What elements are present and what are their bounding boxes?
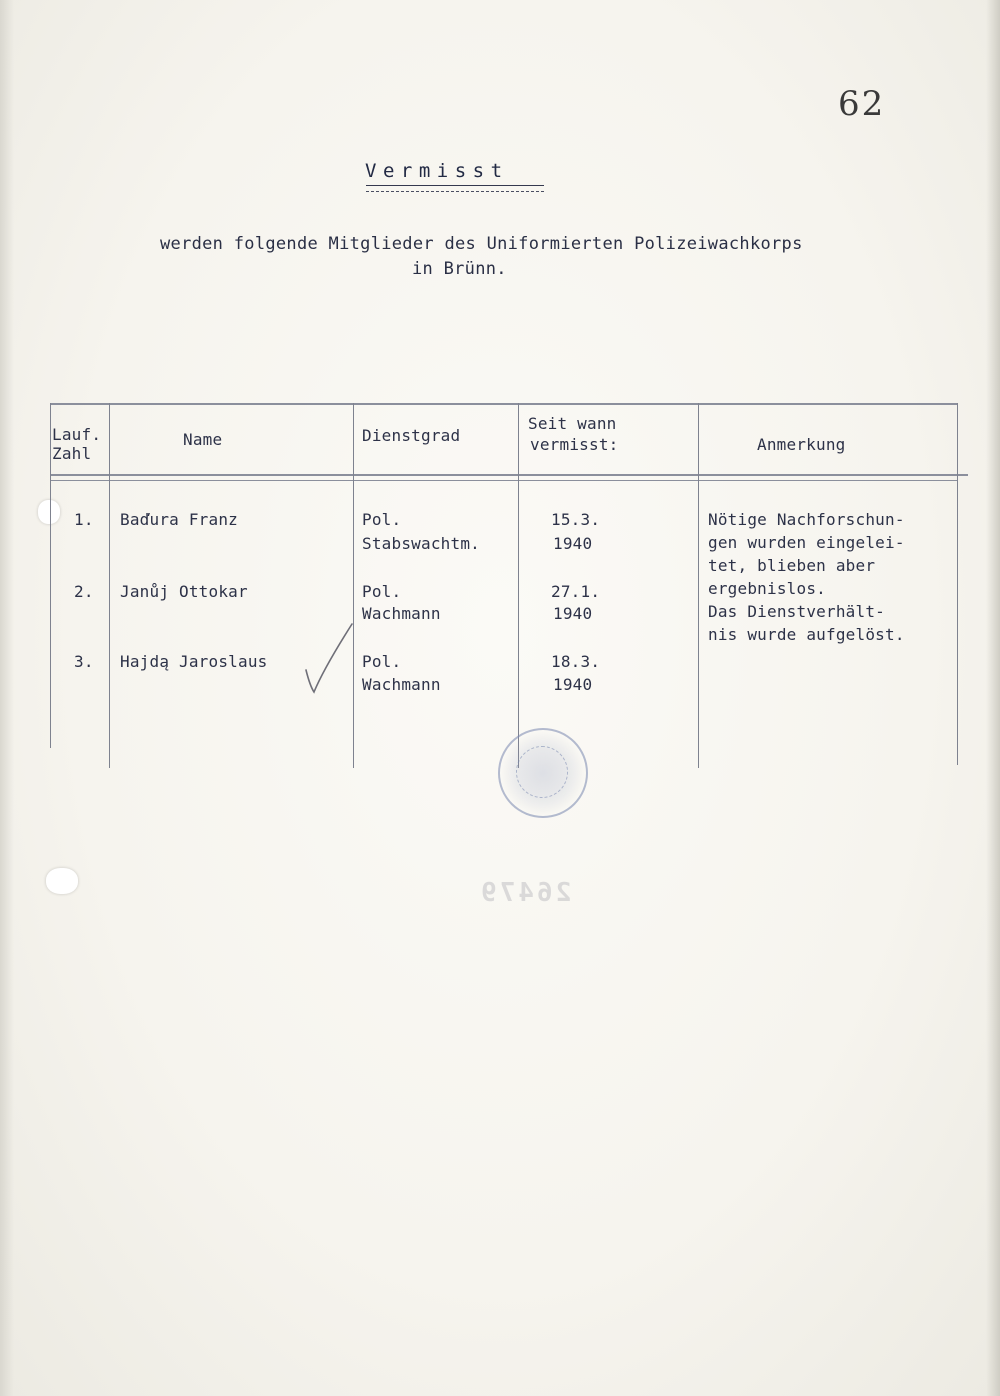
punch-hole-bottom — [46, 868, 78, 894]
intro-line-2: in Brünn. — [412, 259, 507, 279]
row-1-date-line2: 1940 — [553, 534, 593, 553]
page-edge-right — [986, 0, 1000, 1396]
intro-line-1: werden folgende Mitglieder des Uniformierten Polizeiwachkorps — [160, 234, 803, 254]
row-3-number: 3. — [74, 652, 94, 671]
row-3-name: Hajdą Jaroslaus — [120, 652, 268, 671]
header-name: Name — [183, 430, 223, 449]
remark-line-5: Das Dienstverhält- — [708, 602, 885, 621]
remark-line-4: ergebnislos. — [708, 579, 826, 598]
table-col-line-4 — [698, 403, 699, 768]
remark-line-2: gen wurden eingelei- — [708, 533, 905, 552]
pencil-check-mark — [300, 618, 360, 698]
row-1-name: Baďura Franz — [120, 510, 238, 529]
row-2-number: 2. — [74, 582, 94, 601]
table-col-line-2 — [353, 403, 354, 768]
row-1-rank-line2: Stabswachtm. — [362, 534, 480, 553]
row-1-rank-line1: Pol. — [362, 510, 402, 529]
table-header-border — [50, 474, 968, 476]
page-edge-left — [0, 0, 14, 1396]
header-since-line2: vermisst: — [530, 435, 619, 454]
table-header-border-2 — [50, 480, 958, 481]
table-col-line-0 — [50, 403, 51, 748]
row-2-rank-line2: Wachmann — [362, 604, 441, 623]
header-since-line1: Seit wann — [528, 414, 617, 433]
remark-line-1: Nötige Nachforschun- — [708, 510, 905, 529]
remark-line-6: nis wurde aufgelöst. — [708, 625, 905, 644]
row-2-name: Janůj Ottokar — [120, 582, 248, 601]
row-2-date-line2: 1940 — [553, 604, 593, 623]
faint-archive-number: 26479 — [478, 878, 572, 908]
header-lauf-line1: Lauf. — [52, 425, 102, 444]
header-rank: Dienstgrad — [362, 426, 461, 445]
punch-hole-top — [38, 500, 60, 524]
document-title: Vermisst — [365, 160, 509, 182]
row-3-rank-line2: Wachmann — [362, 675, 441, 694]
header-remark: Anmerkung — [757, 435, 846, 454]
page-number: 62 — [838, 84, 886, 124]
ink-stamp-inner-ring — [516, 746, 568, 798]
row-3-rank-line1: Pol. — [362, 652, 402, 671]
ink-stamp — [498, 728, 588, 818]
table-col-line-5 — [957, 403, 958, 765]
row-1-number: 1. — [74, 510, 94, 529]
header-lauf-line2: Zahl — [52, 444, 92, 463]
row-3-date-line2: 1940 — [553, 675, 593, 694]
table-col-line-1 — [109, 403, 110, 768]
remark-line-3: tet, blieben aber — [708, 556, 876, 575]
row-3-date-line1: 18.3. — [551, 652, 601, 671]
table-col-line-3 — [518, 403, 519, 768]
table-top-border — [50, 403, 958, 405]
title-underline-dashed — [366, 191, 544, 192]
row-2-date-line1: 27.1. — [551, 582, 601, 601]
row-1-date-line1: 15.3. — [551, 510, 601, 529]
row-2-rank-line1: Pol. — [362, 582, 402, 601]
title-underline — [366, 185, 544, 186]
